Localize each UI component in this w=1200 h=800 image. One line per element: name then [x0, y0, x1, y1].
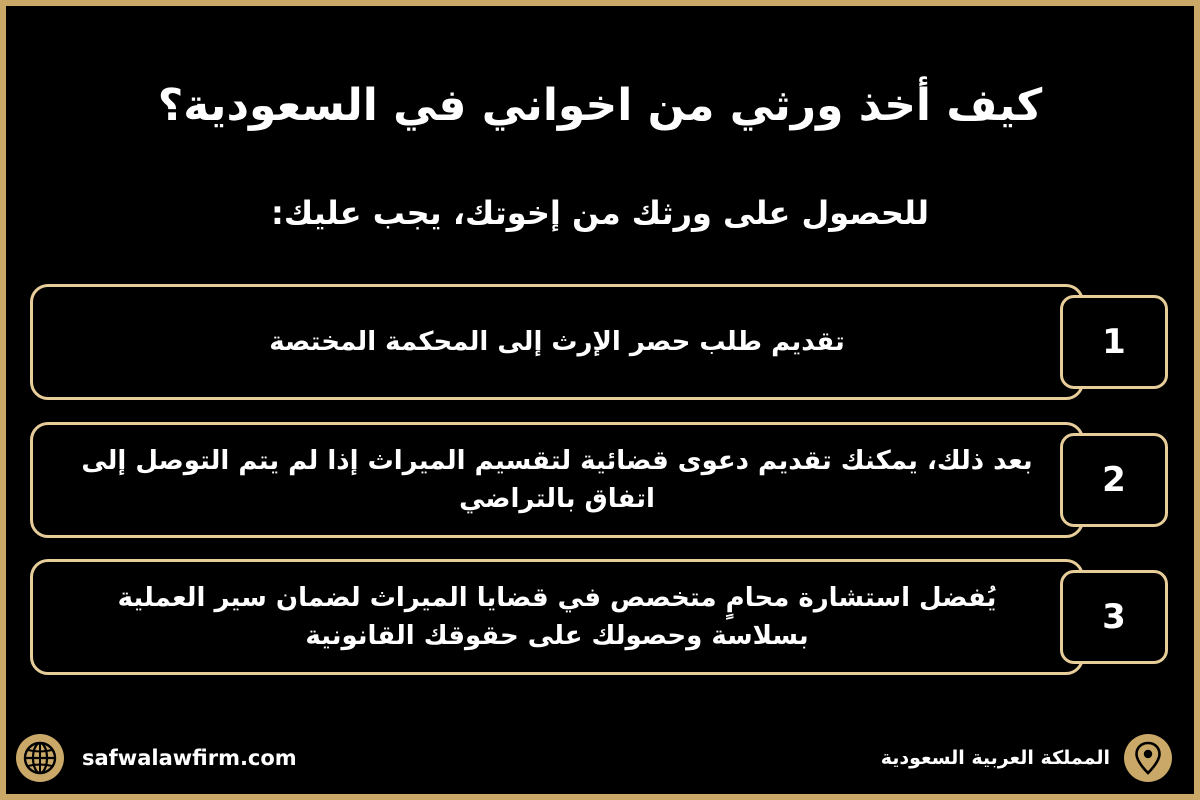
map-pin-icon: [1124, 734, 1172, 782]
location-info: [881, 734, 1172, 782]
step-text-2: بعد ذلك، يمكنك تقديم دعوى قضائية لتقسيم الميراث إذا لم يتم التوصل إلى اتفاق بالتراضي: [81, 446, 1033, 514]
globe-icon: [16, 734, 64, 782]
step-box-3: [30, 559, 1084, 675]
step-number-2: 2: [1060, 433, 1168, 527]
step-text-3: يُفضل استشارة محامٍ متخصص في قضايا الميراث لضمان سير العملية بسلاسة وحصولك على حقوقك القانونية: [117, 583, 997, 651]
page-title: كيف أخذ ورثي من اخواني في السعودية؟: [157, 80, 1043, 131]
step-number-1: 1: [1060, 295, 1168, 389]
page-subtitle: للحصول على ورثك من إخوتك، يجب عليك:: [271, 194, 929, 232]
step-box-1: [30, 284, 1084, 400]
website-link[interactable]: [16, 734, 297, 782]
website-url: safwalawfirm.com: [82, 746, 297, 770]
infographic-frame: [6, 6, 1194, 794]
step-number-3: 3: [1060, 570, 1168, 664]
step-box-2: [30, 422, 1084, 538]
location-text: المملكة العربية السعودية: [880, 747, 1110, 769]
step-text-1: تقديم طلب حصر الإرث إلى المحكمة المختصة: [269, 327, 845, 357]
